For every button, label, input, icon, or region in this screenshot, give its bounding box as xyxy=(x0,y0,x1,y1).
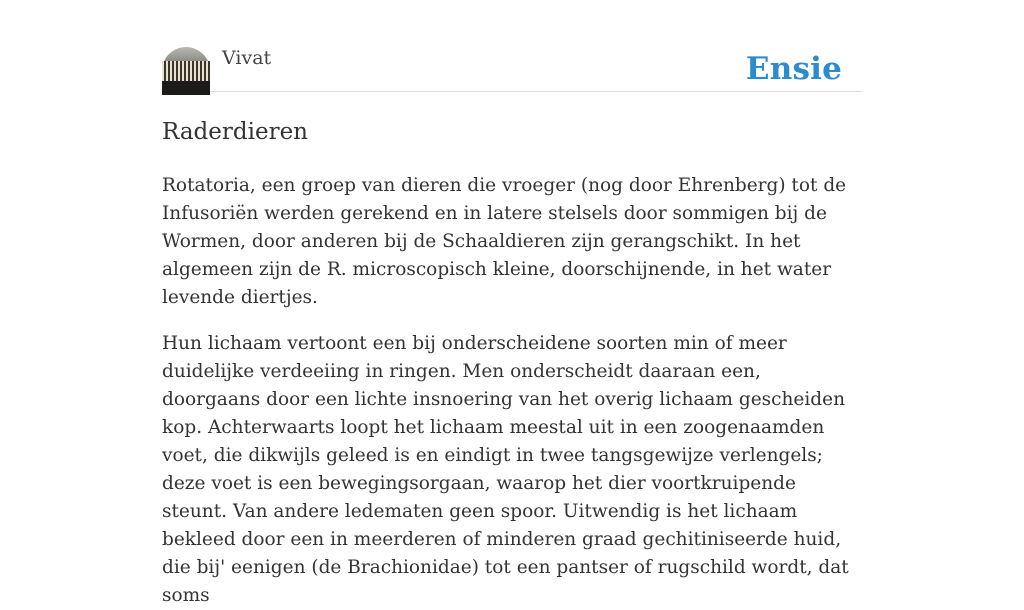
author-name[interactable]: Vivat xyxy=(222,47,272,69)
bookshelf-avatar-icon xyxy=(162,61,210,83)
article-paragraph: Rotatoria, een groep van dieren die vroeger (nog door Ehrenberg) tot de Infusoriën werden gerekend en in latere stelsels door sommigen bij de Wormen, door anderen bij de Schaaldieren zijn gerangschikt. In het algemeen zijn de R. microscopisch kleine, doorschijnende, in het water levende diertjes. xyxy=(162,175,847,308)
article-title: Raderdieren xyxy=(162,119,308,145)
page-header xyxy=(162,0,862,92)
author-avatar[interactable] xyxy=(162,47,210,95)
ensie-logo[interactable]: Ensie xyxy=(745,51,842,87)
page-container xyxy=(162,0,862,610)
article-paragraph: Hun lichaam vertoont een bij onderscheidene soorten min of meer duidelijke verdeeiing in ringen. Men onderscheidt daaraan een, doorgaans door een lichte insnoering van het overig lichaam gescheiden kop. Achterwaarts loopt het lichaam meestal uit in een zoogenaamden voet, die dikwijls geleed is en eindigt in twee tangsgewijze verlengels; deze voet is een bewegingsorgaan, waarop het dier voortkruipende steunt. Van andere ledematen geen spoor. Uitwendig is het lichaam bekleed door een in meerderen of minderen graad gechitiniseerde huid, die bij' eenigen (de Brachionidae) tot een pantser of rugschild wordt, dat soms xyxy=(162,333,849,606)
